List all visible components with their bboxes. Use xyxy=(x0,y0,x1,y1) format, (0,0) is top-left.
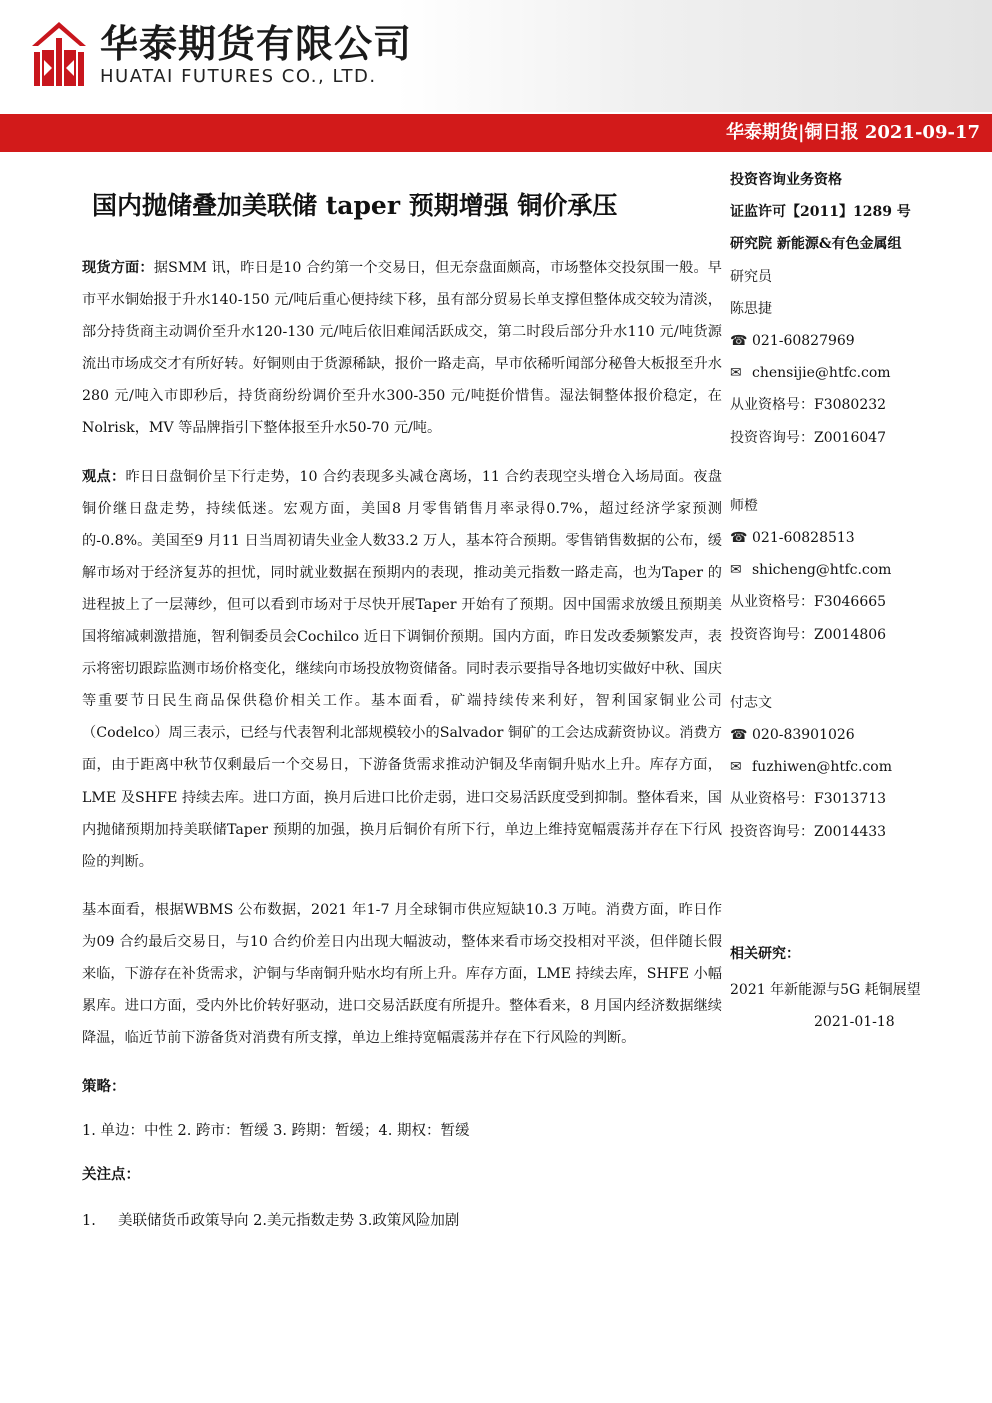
phone-icon: ☎ xyxy=(730,530,748,547)
company-name-en: HUATAI FUTURES CO., LTD. xyxy=(100,66,377,87)
related-research-link[interactable]: 2021 年新能源与5G 耗铜展望 xyxy=(730,982,921,999)
phone-icon: ☎ xyxy=(730,333,748,350)
main-content xyxy=(82,180,722,1236)
report-title: 国内抛储叠加美联储 taper 预期增强 铜价承压 xyxy=(92,191,618,220)
company-name-cn: 华泰期货有限公司 xyxy=(100,22,413,66)
analyst-name: 师橙 xyxy=(730,497,758,514)
advisory-number: 投资咨询号：Z0014433 xyxy=(730,823,887,840)
envelope-icon: ✉ xyxy=(730,759,742,776)
fundamentals-paragraph: 基本面看，根据WBMS 公布数据，2021 年1-7 月全球铜市供应短缺10.3 万吨。消费方面，昨日作为09 合约最后交易日，与10 合约价差日内出现大幅波动，整体来看市场交投相对平淡，但伴随长假来临，下游存在补货需求，沪铜与华南铜升贴水均有所上升。库存方面，LME 持续去库，SHFE 小幅累库。进口方面，受内外比价转好驱动，进口交易活跃度有所提升。整体看来，8 月国内经济数据继续降温，临近节前下游备货对消费有所支撑，单边上维持宽幅震荡并存在下行风险的判断。 xyxy=(82,901,722,1047)
practice-number: 从业资格号：F3080232 xyxy=(730,397,887,414)
view-label: 观点： xyxy=(82,468,126,485)
envelope-icon: ✉ xyxy=(730,562,742,579)
analyst-phone: ☎ 021-60828513 xyxy=(730,522,980,554)
practice-number: 从业资格号：F3046665 xyxy=(730,594,887,611)
focus-text: 美联储货币政策导向 2.美元指数走势 3.政策风险加剧 xyxy=(118,1213,460,1230)
license: 证监许可【2011】1289 号 xyxy=(730,204,911,221)
analyst-email[interactable]: ✉ fuzhiwen@htfc.com xyxy=(730,751,980,783)
report-banner xyxy=(0,114,992,152)
related-research-heading: 相关研究： xyxy=(730,945,800,962)
spot-paragraph xyxy=(82,252,722,445)
focus-number: 1. xyxy=(82,1213,96,1230)
company-logo-icon xyxy=(30,20,88,90)
analyst-name: 付志文 xyxy=(730,694,772,711)
analyst-phone: ☎ 020-83901026 xyxy=(730,719,980,751)
phone-icon: ☎ xyxy=(730,727,748,744)
related-research-date: 2021-01-18 xyxy=(814,1014,895,1031)
strategy-text: 1. 单边：中性 2. 跨市：暂缓 3. 跨期：暂缓；4. 期权：暂缓 xyxy=(82,1123,470,1140)
advisory-number: 投资咨询号：Z0016047 xyxy=(730,429,887,446)
strategy-heading: 策略： xyxy=(82,1078,126,1096)
analyst-phone: ☎ 021-60827969 xyxy=(730,325,980,357)
qualification: 投资咨询业务资格 xyxy=(730,172,842,188)
view-text: 昨日日盘铜价呈下行走势，10 合约表现多头减仓离场，11 合约表现空头增仓入场局面。夜盘铜价继日盘走势，持续低迷。宏观方面，美国8 月零售销售月率录得0.7%，超过经济学家预测的-0.8%。美国至9 月11 日当周初请失业金人数33.2 万人，基本符合预期。零售销售数据的公布，缓解市场对于经济复苏的担忧，同时就业数据在预期内的表现，推动美元指数一路走高，也为Taper 的进程披上了一层薄纱，但可以看到市场对于尽快开展Taper 开始有了预期。因中国需求放缓且预期美国将缩减刺激措施，智利铜委员会Cochilco 近日下调铜价预期。国内方面，昨日发改委频繁发声，表示将密切跟踪监测市场价格变化，继续向市场投放物资储备。同时表示要指导各地切实做好中秋、国庆等重要节日民生商品保供稳价相关工作。基本面看，矿端持续传来利好，智利国家铜业公司（Codelco）周三表示，已经与代表智利北部规模较小的Salvador 铜矿的工会达成薪资协议。消费方面，由于距离中秋节仅剩最后一个交易日，下游备货需求推动沪铜及华南铜升贴水上升。库存方面，LME 及SHFE 持续去库。进口方面，换月后进口比价走弱，进口交易活跃度受到抑制。整体看来，国内抛储预期加持美联储Taper 预期的加强，换月后铜价有所下行，单边上维持宽幅震荡并存在下行风险的判断。 xyxy=(82,468,722,870)
analyst-email[interactable]: ✉ shicheng@htfc.com xyxy=(730,554,980,586)
analyst-email[interactable]: ✉ chensijie@htfc.com xyxy=(730,357,980,389)
practice-number: 从业资格号：F3013713 xyxy=(730,791,887,808)
analyst-role: 研究员 xyxy=(730,268,772,285)
institute: 研究院 新能源&有色金属组 xyxy=(730,236,902,253)
spot-text: 据SMM 讯，昨日是10 合约第一个交易日，但无奈盘面颇高，市场整体交投氛围一般。早市平水铜始报于升水140-150 元/吨后重心便持续下移，虽有部分贸易长单支撑但整体成交较为清淡，部分持货商主动调价至升水120-130 元/吨后依旧难闻活跃成交，第二时段后部分升水110 元/吨货源流出市场成交才有所好转。好铜则由于货源稀缺，报价一路走高，早市依稀听闻部分秘鲁大板报至升水280 元/吨入市即秒后，持货商纷纷调价至升水300-350 元/吨挺价惜售。湿法铜整体报价稳定，在Nolrisk，MV 等品牌指引下整体报至升水50-70 元/吨。 xyxy=(82,260,722,437)
analyst-name: 陈思捷 xyxy=(730,300,772,317)
advisory-number: 投资咨询号：Z0014806 xyxy=(730,626,887,643)
focus-item xyxy=(82,1206,722,1236)
spot-label: 现货方面： xyxy=(82,260,154,276)
envelope-icon: ✉ xyxy=(730,365,742,382)
report-tag: 华泰期货|铜日报 2021-09-17 xyxy=(726,122,980,143)
sidebar xyxy=(730,164,980,1038)
view-paragraph xyxy=(82,461,722,878)
focus-heading: 关注点： xyxy=(82,1166,140,1184)
